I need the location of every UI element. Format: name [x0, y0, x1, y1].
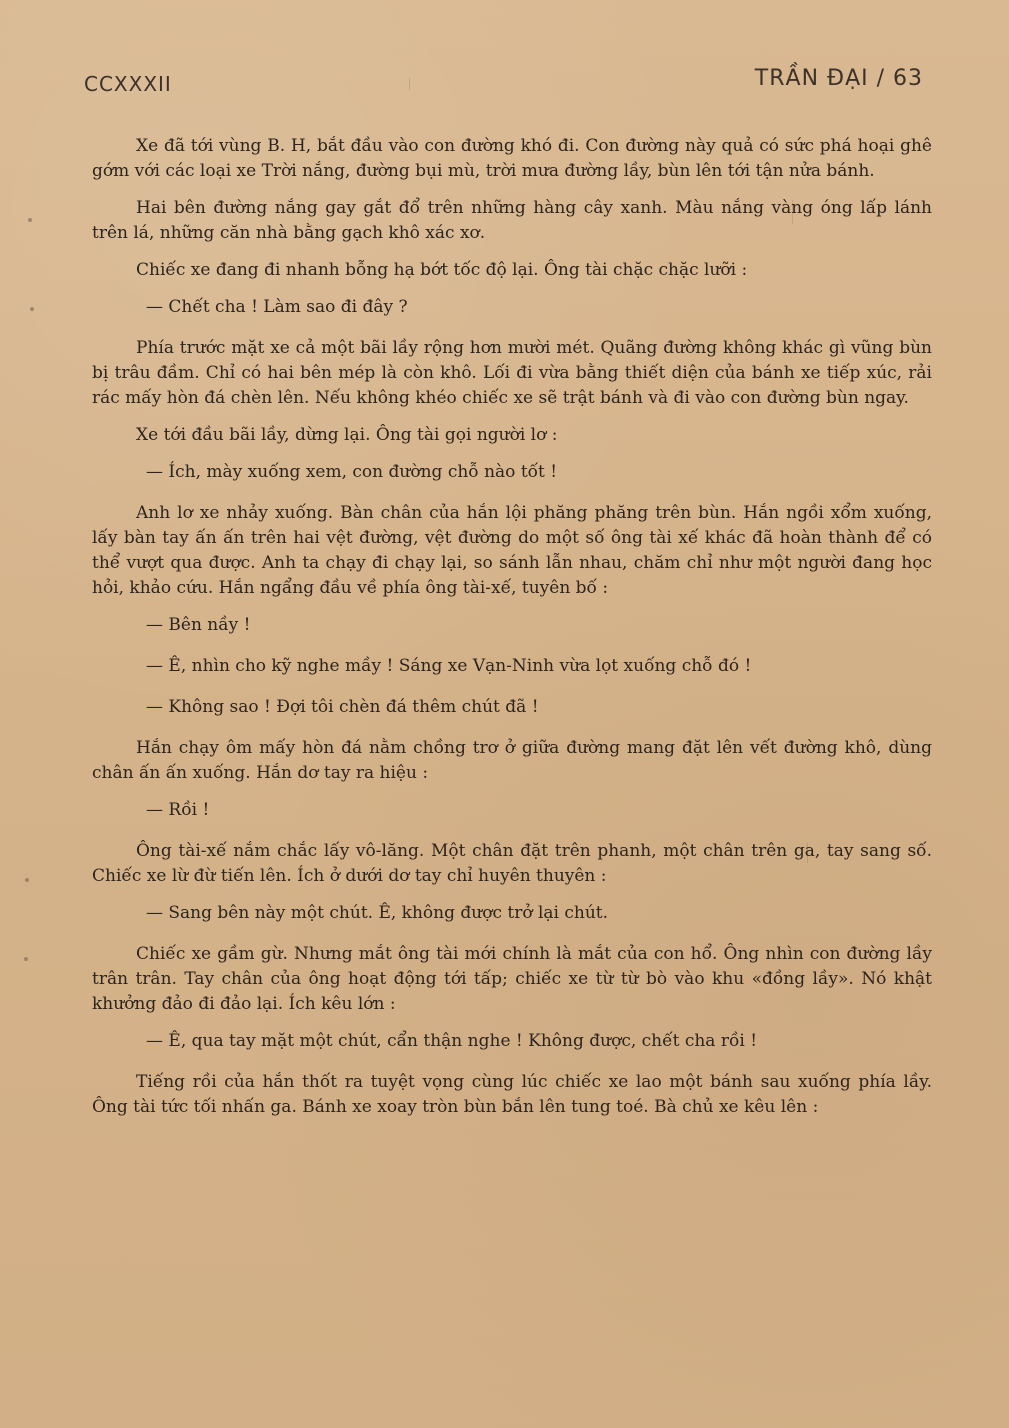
dialogue-line: — Rồi !	[146, 800, 210, 820]
paper-crease-mark	[807, 843, 808, 863]
paper-dot-mark	[30, 307, 34, 311]
paper-crease-mark	[792, 200, 793, 224]
page-content	[92, 134, 932, 1132]
paragraph: Tiếng rồi của hắn thốt ra tuyệt vọng cùng lúc chiếc xe lao một bánh sau xuống phía lầy. Ông tài tức tối nhấn ga. Bánh xe xoay tròn bùn bắn lên tung toé. Bà chủ xe kêu lên :	[92, 1072, 932, 1117]
page-header-left: CCXXXII	[84, 72, 172, 96]
paragraph: Xe đã tới vùng B. H, bắt đầu vào con đường khó đi. Con đường này quả có sức phá hoại ghê gớm với các loại xe Trời nắng, đường bụi mù, trời mưa đường lầy, bùn lên tới tận nửa bánh.	[92, 136, 932, 181]
paragraph: Ông tài-xế nắm chắc lấy vô-lăng. Một chân đặt trên phanh, một chân trên ga, tay sang số. Chiếc xe lừ đừ tiến lên. Ích ở dưới dơ tay chỉ huyên thuyên :	[92, 841, 932, 886]
dialogue-line: — Chết cha ! Làm sao đi đây ?	[146, 297, 408, 317]
paragraph: Hắn chạy ôm mấy hòn đá nằm chồng trơ ở giữa đường mang đặt lên vết đường khô, dùng chân ấn ấn xuống. Hắn dơ tay ra hiệu :	[92, 738, 932, 783]
dialogue-line: — Ích, mày xuống xem, con đường chỗ nào tốt !	[146, 462, 558, 482]
paragraph: Xe tới đầu bãi lầy, dừng lại. Ông tài gọi người lơ :	[136, 425, 558, 445]
paper-dot-mark	[24, 957, 28, 961]
dialogue-line: — Không sao ! Đợi tôi chèn đá thêm chút đã !	[146, 697, 539, 717]
dialogue-line: — Bên nầy !	[146, 615, 251, 635]
paragraph: Chiếc xe đang đi nhanh bỗng hạ bớt tốc độ lại. Ông tài chặc chặc lưỡi :	[136, 260, 748, 280]
page-header-right: TRẦN ĐẠI / 63	[754, 66, 923, 91]
paper-dot-mark	[28, 218, 32, 222]
paragraph: Chiếc xe gầm gừ. Nhưng mắt ông tài mới chính là mắt của con hổ. Ông nhìn con đường lầy trân trân. Tay chân của ông hoạt động tới tấp; chiếc xe từ từ bò vào khu «đồng lầy». Nó khật khưởng đảo đi đảo lại. Ích kêu lớn :	[92, 944, 932, 1014]
paragraph: Phía trước mặt xe cả một bãi lầy rộng hơn mười mét. Quãng đường không khác gì vũng bùn bị trâu đầm. Chỉ có hai bên mép là còn khô. Lối đi vừa bằng thiết diện của bánh xe tiếp xúc, rải rác mấy hòn đá chèn lên. Nếu không khéo chiếc xe sẽ trật bánh và đi vào con đường bùn ngay.	[92, 338, 932, 408]
paper-dot-mark	[25, 878, 29, 882]
paragraph: Anh lơ xe nhảy xuống. Bàn chân của hắn lội phăng phăng trên bùn. Hắn ngồi xổm xuống, lấy bàn tay ấn ấn trên hai vệt đường, vệt đường do một số ông tài xế khác đã hoàn thành để có thể vượt qua được. Anh ta chạy đi chạy lại, so sánh lẫn nhau, chăm chỉ như một người đang học hỏi, khảo cứu. Hắn ngẩng đầu về phía ông tài-xế, tuyên bố :	[92, 503, 932, 598]
dialogue-line: — Ê, qua tay mặt một chút, cẩn thận nghe ! Không được, chết cha rồi !	[146, 1031, 758, 1051]
paper-crease-mark	[409, 78, 410, 90]
paragraph: Hai bên đường nắng gay gắt đổ trên những hàng cây xanh. Màu nắng vàng óng lấp lánh trên lá, những căn nhà bằng gạch khô xác xơ.	[92, 198, 932, 243]
dialogue-line: — Ê, nhìn cho kỹ nghe mầy ! Sáng xe Vạn-Ninh vừa lọt xuống chỗ đó !	[146, 656, 752, 676]
dialogue-line: — Sang bên này một chút. Ê, không được trở lại chút.	[146, 903, 609, 923]
